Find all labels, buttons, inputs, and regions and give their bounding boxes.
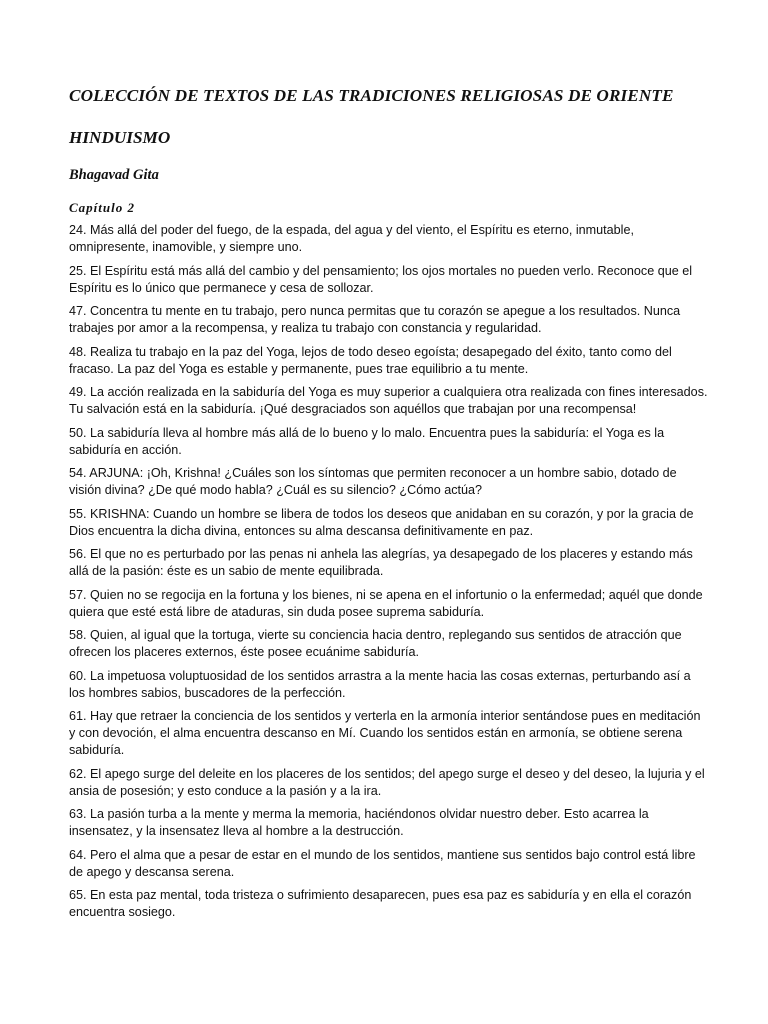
verse-25: 25. El Espíritu está más allá del cambio y del pensamiento; los ojos mortales no pueden verlo. Reconoce que el Espíritu es lo único que permanece y cesa de sollozar.	[69, 263, 693, 295]
chapter-heading: Capítulo 2	[69, 200, 135, 215]
verse-54: 54. ARJUNA: ¡Oh, Krishna! ¿Cuáles son los síntomas que permiten reconocer a un hombre sabio, dotado de visión divina? ¿De qué modo habla? ¿Cuál es su silencio? ¿Cómo actúa?	[69, 466, 677, 497]
verse-63: 63. La pasión turba a la mente y merma la memoria, haciéndonos olvidar nuestro deber. Esto acarrea la insensatez, y la insensatez lleva al hombre a la destrucción.	[69, 807, 649, 838]
verse-24: 24. Más allá del poder del fuego, de la espada, del agua y del viento, el Espíritu es eterno, inmutable, omnipresente, inamovible, y siempre uno.	[69, 223, 634, 254]
verse-55: 55. KRISHNA: Cuando un hombre se libera de todos los deseos que anidaban en su corazón, y por la gracia de Dios encuentra la dicha divina, entonces su alma descansa definitivamente en paz.	[69, 506, 694, 538]
verse-62: 62. El apego surge del deleite en los placeres de los sentidos; del apego surge el deseo y del deseo, la lujuria y el ansia de posesión; y esto conduce a la pasión y a la ira.	[69, 766, 705, 798]
verse-50: 50. La sabiduría lleva al hombre más allá de lo bueno y lo malo. Encuentra pues la sabiduría: el Yoga es la sabiduría en acción.	[69, 425, 665, 457]
verse-60: 60. La impetuosa voluptuosidad de los sentidos arrastra a la mente hacia las cosas externas, perturbando así a los hombres sabios, buscadores de la perfección.	[69, 668, 691, 700]
work-title: Bhagavad Gita	[69, 167, 159, 183]
verse-57: 57. Quien no se regocija en la fortuna y los bienes, ni se apena en el infortunio o la enfermedad; aquél que donde quiera que esté está libre de ataduras, sin duda posee suprema sabiduría.	[69, 587, 703, 619]
verse-56: 56. El que no es perturbado por las penas ni anhela las alegrías, ya desapegado de los placeres y estando más allá de la pasión: éste es un sabio de mente equilibrada.	[69, 547, 693, 578]
verse-64: 64. Pero el alma que a pesar de estar en el mundo de los sentidos, mantiene sus sentidos bajo control está libre de apego y descansa serena.	[69, 847, 696, 879]
verse-58: 58. Quien, al igual que la tortuga, vierte su conciencia hacia dentro, replegando sus sentidos de atracción que ofrecen los placeres externos, éste posee ecuánime sabiduría.	[69, 628, 682, 659]
document-title: COLECCIÓN DE TEXTOS DE LAS TRADICIONES RELIGIOSAS DE ORIENTE	[69, 86, 674, 105]
verse-61: 61. Hay que retraer la conciencia de los sentidos y verterla en la armonía interior sentándose pues en meditación y con devoción, el alma encuentra descanso en Mí. Cuando los sentidos están en armonía, se obtiene serena sabiduría.	[69, 709, 701, 757]
verse-49: 49. La acción realizada en la sabiduría del Yoga es muy superior a cualquiera otra realizada con fines interesados. Tu salvación está en la sabiduría. ¡Qué desgraciados son aquéllos que trabajan por una recompensa!	[69, 385, 708, 416]
verse-list	[69, 222, 708, 921]
section-title: HINDUISMO	[69, 128, 171, 147]
verse-47: 47. Concentra tu mente en tu trabajo, pero nunca permitas que tu corazón se apegue a los resultados. Nunca trabajes por amor a la recompensa, y realiza tu trabajo con constancia y regularidad.	[69, 304, 681, 335]
verse-65: 65. En esta paz mental, toda tristeza o sufrimiento desaparecen, pues esa paz es sabiduría y en ella el corazón encuentra sosiego.	[69, 888, 692, 919]
verse-48: 48. Realiza tu trabajo en la paz del Yoga, lejos de todo deseo egoísta; desapegado del éxito, tanto como del fracaso. La paz del Yoga es estable y permanente, pues trae equilibrio a tu mente.	[69, 344, 672, 376]
